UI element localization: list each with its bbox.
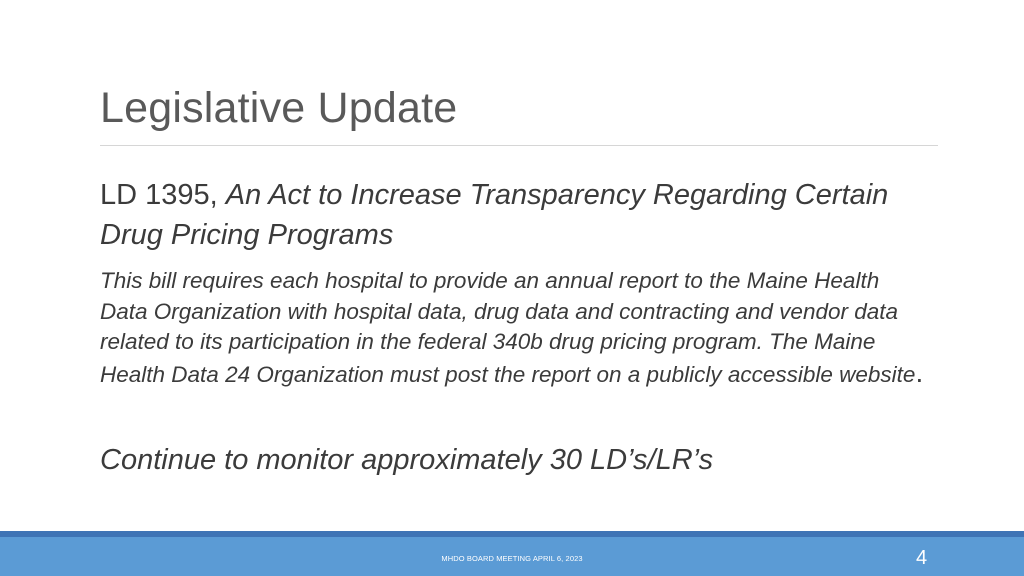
slide-title: Legislative Update: [100, 84, 458, 132]
bill-heading: [100, 175, 920, 255]
bill-number: LD 1395,: [100, 179, 226, 211]
bill-title: An Act to Increase Transparency Regarding Certain Drug Pricing Programs: [100, 179, 889, 251]
continue-monitoring-text: Continue to monitor approximately 30 LD’s/LR’s: [100, 444, 714, 476]
bill-description: [100, 266, 930, 390]
title-divider: [100, 145, 938, 146]
footer-meeting-label: MHDO BOARD MEETING APRIL 6, 2023: [441, 554, 583, 563]
page-number: 4: [916, 547, 928, 569]
bill-description-period: .: [915, 356, 924, 388]
bill-description-text: This bill requires each hospital to provide an annual report to the Maine Health Data Organization with hospital data, drug data and contracting and vendor data related to its participation in the federal 340b drug pricing program. The Maine Health Data 24 Organization must post the report on a publicly accessible website: [100, 268, 916, 387]
